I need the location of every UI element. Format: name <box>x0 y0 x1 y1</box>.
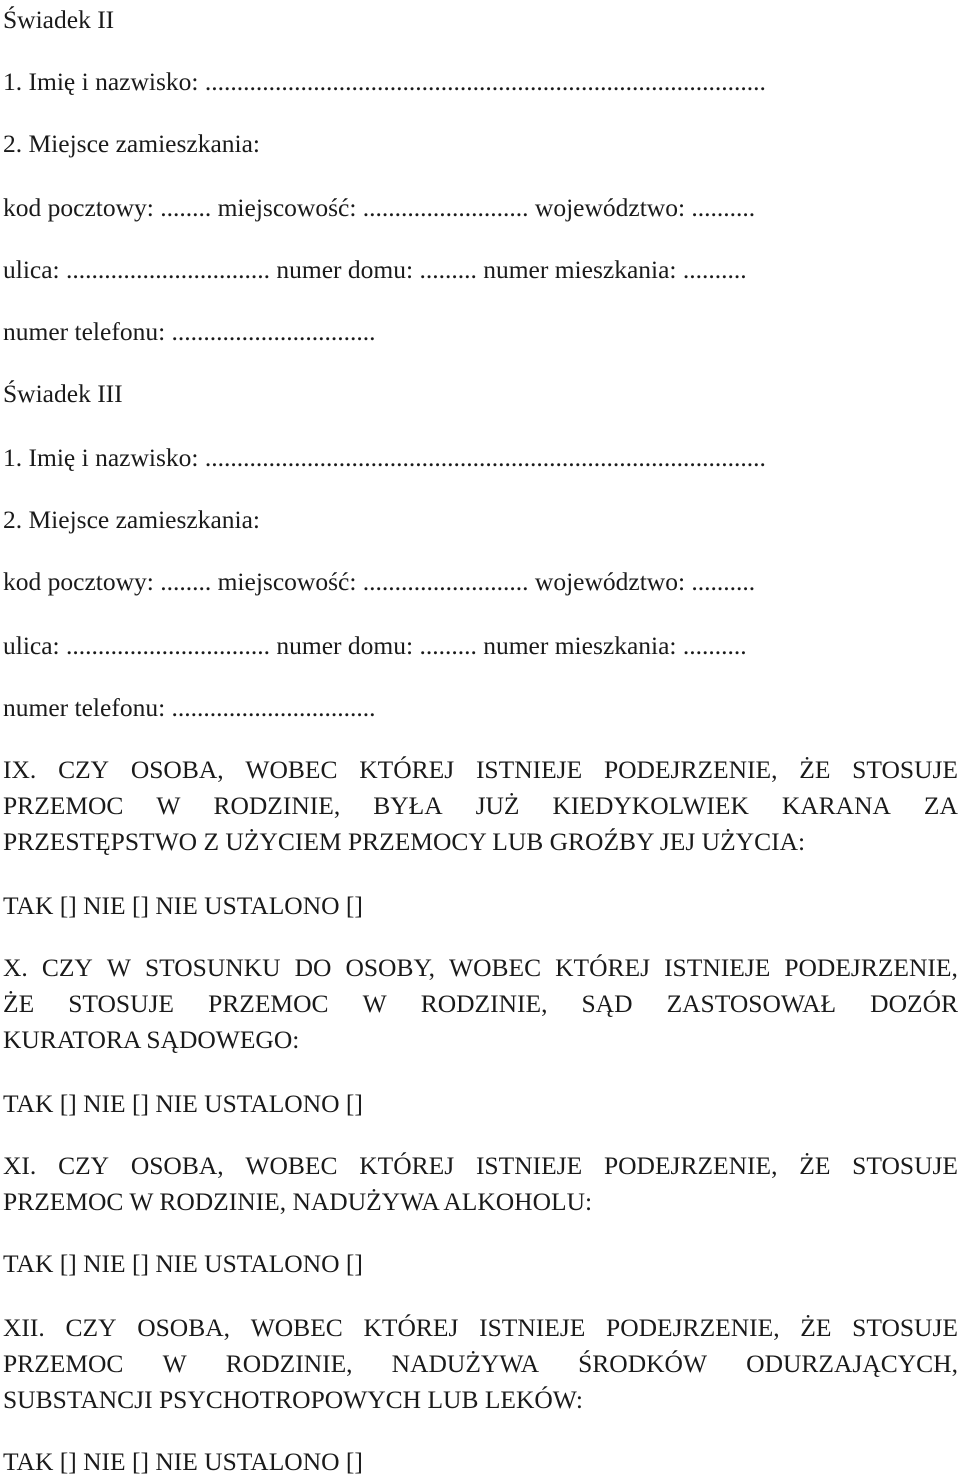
witness3-name-field: 1. Imię i nazwisko: ........................................................................................ <box>3 443 766 472</box>
question-xii-line: SUBSTANCJI PSYCHOTROPOWYCH LUB LEKÓW: <box>3 1385 584 1414</box>
question-xi-line: XI. CZY OSOBA, WOBEC KTÓREJ ISTNIEJE PODEJRZENIE, ŻE STOSUJE <box>3 1151 958 1180</box>
question-x-line: KURATORA SĄDOWEGO: <box>3 1025 300 1054</box>
question-x-line: X. CZY W STOSUNKU DO OSOBY, WOBEC KTÓREJ ISTNIEJE PODEJRZENIE, <box>3 953 958 982</box>
witness2-postal-field: kod pocztowy: ........ miejscowość: .......................... województwo: .......... <box>3 193 756 222</box>
witness3-street-field: ulica: ................................ numer domu: ......... numer mieszkania: .......... <box>3 631 747 660</box>
witness3-heading: Świadek III <box>3 379 123 408</box>
question-ix-line: PRZEMOC W RODZINIE, BYŁA JUŻ KIEDYKOLWIEK KARANA ZA <box>3 791 958 820</box>
question-ix-line: IX. CZY OSOBA, WOBEC KTÓREJ ISTNIEJE PODEJRZENIE, ŻE STOSUJE <box>3 755 958 784</box>
witness2-street-field: ulica: ................................ numer domu: ......... numer mieszkania: .......... <box>3 255 747 284</box>
question-ix-line: PRZESTĘPSTWO Z UŻYCIEM PRZEMOCY LUB GROŹBY JEJ UŻYCIA: <box>3 827 806 856</box>
question-xii-line: PRZEMOC W RODZINIE, NADUŻYWA ŚRODKÓW ODURZAJĄCYCH, <box>3 1349 958 1378</box>
witness2-name-field: 1. Imię i nazwisko: ........................................................................................ <box>3 67 766 96</box>
question-x <box>3 950 958 1058</box>
question-xii-answer-options: TAK [] NIE [] NIE USTALONO [] <box>3 1447 363 1476</box>
question-xii <box>3 1310 958 1418</box>
witness2-heading: Świadek II <box>3 5 115 34</box>
question-ix-answer-options: TAK [] NIE [] NIE USTALONO [] <box>3 891 363 920</box>
question-x-line: ŻE STOSUJE PRZEMOC W RODZINIE, SĄD ZASTOSOWAŁ DOZÓR <box>3 989 958 1018</box>
question-xi-line: PRZEMOC W RODZINIE, NADUŻYWA ALKOHOLU: <box>3 1187 593 1216</box>
question-xi <box>3 1148 958 1220</box>
witness2-phone-field: numer telefonu: ................................ <box>3 317 376 346</box>
question-x-answer-options: TAK [] NIE [] NIE USTALONO [] <box>3 1089 363 1118</box>
witness3-residence-label: 2. Miejsce zamieszkania: <box>3 505 261 534</box>
question-xi-answer-options: TAK [] NIE [] NIE USTALONO [] <box>3 1249 363 1278</box>
question-xii-line: XII. CZY OSOBA, WOBEC KTÓREJ ISTNIEJE PODEJRZENIE, ŻE STOSUJE <box>3 1313 958 1342</box>
witness3-phone-field: numer telefonu: ................................ <box>3 693 376 722</box>
question-ix <box>3 752 958 860</box>
witness2-residence-label: 2. Miejsce zamieszkania: <box>3 129 261 158</box>
witness3-postal-field: kod pocztowy: ........ miejscowość: .......................... województwo: .......... <box>3 567 756 596</box>
